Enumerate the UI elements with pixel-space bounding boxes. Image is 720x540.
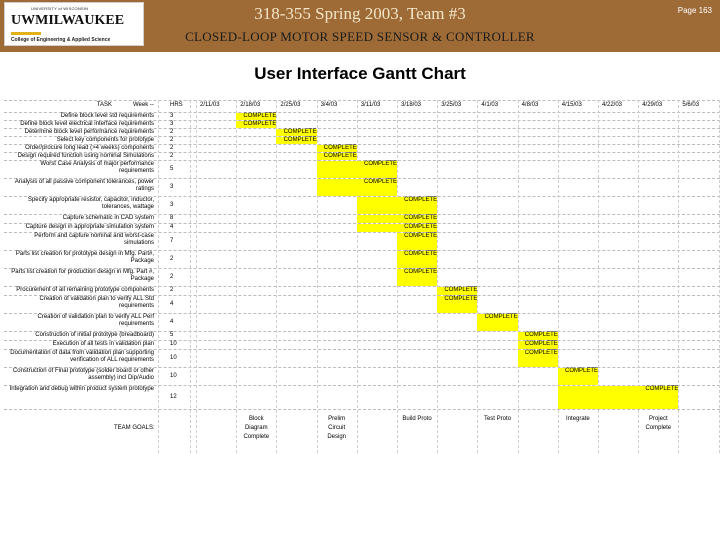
grid-line — [719, 100, 720, 453]
status-complete: COMPLETE — [524, 341, 558, 347]
logo-university-text: UNIVERSITY of WISCONSIN — [31, 6, 89, 11]
team-goals-label: TEAM GOALS: — [114, 425, 155, 431]
team-goal-line: Build Proto — [402, 416, 432, 422]
hrs-column-header: HRS — [170, 102, 183, 108]
week-label: 3/18/03 — [401, 102, 422, 108]
status-complete: COMPLETE — [444, 296, 478, 302]
task-name: Execution of all tests in validation plan — [52, 341, 154, 347]
task-hours: 4 — [170, 224, 174, 230]
team-goal — [477, 415, 517, 424]
week-column-header: Week -- — [133, 102, 154, 108]
status-complete: COMPLETE — [404, 215, 438, 221]
task-name: Select key components for prototype — [56, 137, 154, 143]
page-title: User Interface Gantt Chart — [254, 64, 466, 83]
task-name: Documentation of data from validation plan supporting verification of ALL requirements — [10, 350, 154, 363]
task-hours: 2 — [170, 153, 174, 159]
week-label: 4/8/03 — [521, 102, 539, 108]
task-hours: 2 — [170, 255, 174, 262]
university-logo — [4, 2, 144, 46]
task-hours: 10 — [170, 372, 177, 379]
task-name: Creation of validation plan to verify ALL Std requirements — [39, 296, 154, 309]
team-goal-line: Complete — [645, 425, 672, 431]
team-goal-line: Design — [327, 434, 347, 440]
task-hours: 12 — [170, 393, 177, 400]
week-label: 2/25/03 — [280, 102, 301, 108]
task-hours: 2 — [170, 129, 174, 135]
week-label: 2/18/03 — [240, 102, 261, 108]
task-name: Procurement of all remaining prototype components — [16, 287, 154, 293]
status-complete: COMPLETE — [524, 350, 558, 356]
grid-line — [437, 100, 438, 453]
task-name: Parts list creation for prototype design in Mfg. Part#, Package — [15, 251, 154, 264]
grid-line — [276, 100, 277, 453]
status-complete: COMPLETE — [404, 224, 438, 230]
week-label: 4/1/03 — [481, 102, 499, 108]
task-hours: 3 — [170, 113, 174, 119]
task-name: Construction of initial prototype (breadboard) — [35, 332, 154, 338]
grid-line — [4, 409, 720, 410]
grid-line — [678, 100, 679, 453]
week-label: 4/15/03 — [561, 102, 582, 108]
team-goal — [558, 415, 598, 424]
week-label: 3/4/03 — [320, 102, 338, 108]
status-complete: COMPLETE — [363, 179, 397, 185]
grid-line — [357, 100, 358, 453]
grid-line — [4, 100, 720, 101]
status-complete: COMPLETE — [243, 121, 277, 127]
grid-line — [518, 100, 519, 453]
status-complete: COMPLETE — [444, 287, 478, 293]
team-goal — [317, 415, 357, 442]
team-goal-line: Diagram — [244, 425, 268, 431]
gantt-chart — [4, 100, 720, 532]
task-hours: 2 — [170, 145, 174, 151]
status-complete: COMPLETE — [564, 368, 598, 374]
task-name: Perform and capture nominal and worst-case simulations — [34, 233, 154, 246]
team-goal-line: Circuit — [328, 425, 346, 431]
task-name: Construction of Final prototype (solder board or other assembly) incl Dip/Audio — [12, 368, 154, 381]
header-banner — [0, 0, 720, 52]
status-complete: COMPLETE — [243, 113, 277, 119]
task-name: Order/procure long lead (>4 weeks) components — [25, 145, 154, 151]
logo-accent-bar — [11, 32, 41, 35]
status-complete: COMPLETE — [404, 233, 438, 239]
task-hours: 2 — [170, 137, 174, 143]
week-label: 3/11/03 — [360, 102, 381, 108]
grid-line — [477, 100, 478, 453]
task-name: Parts list creation for production design in Mfg. Part #, Package — [11, 269, 154, 282]
logo-name-text: UWMILWAUKEE — [11, 13, 125, 28]
week-label: 4/29/03 — [642, 102, 663, 108]
team-goal-line: Prelim — [328, 416, 346, 422]
task-name: Capture design in appropriate simulation system — [25, 224, 154, 230]
status-complete: COMPLETE — [323, 145, 357, 151]
status-complete: COMPLETE — [404, 269, 438, 275]
team-goal-line: Test Proto — [483, 416, 511, 422]
team-goal-line: Complete — [243, 434, 270, 440]
task-hours: 2 — [170, 287, 174, 293]
task-hours: 5 — [170, 332, 174, 338]
task-name: Capture schematic in CAD system — [62, 215, 154, 221]
task-hours: 8 — [170, 215, 174, 221]
status-complete: COMPLETE — [404, 197, 438, 203]
task-name: Determine block level performance requirements — [24, 129, 154, 135]
team-goal — [638, 415, 678, 433]
status-complete: COMPLETE — [283, 137, 317, 143]
task-hours: 4 — [170, 300, 174, 307]
task-name: Design required function using nominal Simulations — [17, 153, 154, 159]
status-complete: COMPLETE — [363, 161, 397, 167]
task-name: Integration and debug within product system prototype — [9, 386, 154, 392]
task-hours: 10 — [170, 341, 177, 347]
task-name: Specify appropriate resistor, capacitor, inductor, tolerances, wattage — [27, 197, 154, 210]
grid-line — [190, 100, 191, 453]
task-hours: 3 — [170, 201, 174, 208]
task-hours: 7 — [170, 237, 174, 244]
grid-line — [158, 100, 159, 453]
task-name: Define block level std requirements — [60, 113, 154, 119]
week-label: 3/25/03 — [441, 102, 462, 108]
page-number: Page 163 — [677, 6, 712, 15]
status-complete: COMPLETE — [484, 314, 518, 320]
status-complete: COMPLETE — [524, 332, 558, 338]
task-hours: 10 — [170, 354, 177, 361]
task-name: Define block level electrical interface requirements — [20, 121, 154, 127]
task-hours: 5 — [170, 165, 174, 172]
week-label: 5/6/03 — [682, 102, 700, 108]
grid-line — [196, 100, 197, 453]
week-label: 2/11/03 — [200, 102, 220, 108]
task-column-header: TASK — [96, 102, 112, 108]
logo-college-text: College of Engineering & Applied Science — [11, 37, 111, 43]
task-hours: 3 — [170, 183, 174, 190]
grid-line — [236, 100, 237, 453]
status-complete: COMPLETE — [404, 251, 438, 257]
week-label: 4/22/03 — [602, 102, 623, 108]
task-name: Creation of validation plan to verify ALL Perf requirements — [37, 314, 154, 327]
task-name: Worst Case Analysis of major performance requirements — [40, 161, 154, 174]
team-goal-line: Integrate — [566, 416, 590, 422]
task-name: Analysis of all passive component tolerances, power ratings — [14, 179, 154, 192]
status-complete: COMPLETE — [323, 153, 357, 159]
status-complete: COMPLETE — [283, 129, 317, 135]
course-title: 318-355 Spring 2003, Team #3 — [254, 4, 466, 23]
project-subtitle: CLOSED-LOOP MOTOR SPEED SENSOR & CONTROLLER — [185, 29, 535, 44]
team-goal-line: Project — [648, 416, 668, 422]
task-hours: 2 — [170, 273, 174, 280]
task-hours: 4 — [170, 318, 174, 325]
task-hours: 3 — [170, 121, 174, 127]
team-goal — [236, 415, 276, 442]
team-goal — [397, 415, 437, 424]
status-complete: COMPLETE — [645, 386, 679, 392]
team-goal-line: Block — [248, 416, 264, 422]
